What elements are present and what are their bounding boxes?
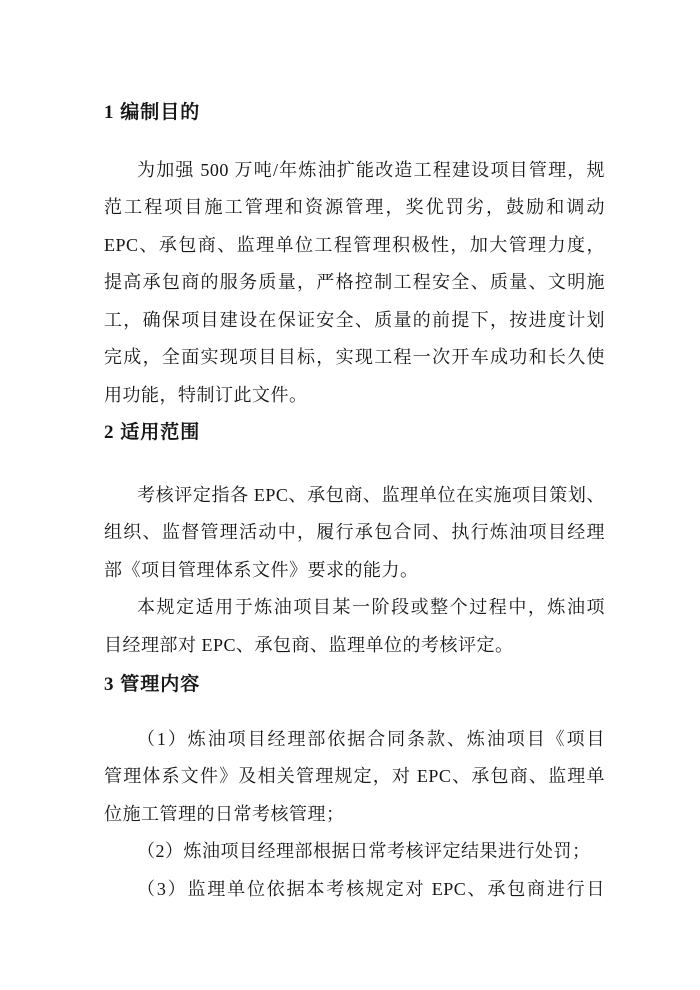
section-2-heading: 2 适用范围 <box>104 422 201 443</box>
section-management-content <box>104 666 605 908</box>
section-1-heading: 1 编制目的 <box>104 102 201 123</box>
document-body <box>104 94 605 908</box>
list-item-line: 位施工管理的日常考核管理； <box>104 803 345 824</box>
paragraph-line: 目经理部对 EPC、承包商、监理单位的考核评定。 <box>104 634 514 655</box>
paragraph-line: 部《项目管理体系文件》要求的能力。 <box>104 559 419 580</box>
paragraph-line: 组织、监督管理活动中，履行承包合同、执行炼油项目经理 <box>104 522 605 542</box>
paragraph-line: 本规定适用于炼油项目某一阶段或整个过程中，炼油项 <box>137 597 605 617</box>
paragraph-line: 范工程项目施工管理和资源管理，奖优罚劣，鼓励和调动 <box>104 197 605 217</box>
list-item-line: （3）监理单位依据本考核规定对 EPC、承包商进行日 <box>137 878 605 899</box>
section-application-scope <box>104 414 605 664</box>
paragraph-line: EPC、承包商、监理单位工程管理积极性，加大管理力度， <box>104 234 605 255</box>
list-item-line: 管理体系文件》及相关管理规定，对 EPC、承包商、监理单 <box>104 766 605 786</box>
paragraph-line: 完成，全面实现项目目标，实现工程一次开车成功和长久使 <box>104 347 605 367</box>
paragraph-line: 工，确保项目建设在保证安全、质量的前提下，按进度计划 <box>104 309 605 330</box>
list-item-line: （1）炼油项目经理部依据合同条款、炼油项目《项目 <box>137 728 605 749</box>
paragraph-line: 考核评定指各 EPC、承包商、监理单位在实施项目策划、 <box>137 484 605 505</box>
list-item-line: （2）炼油项目经理部根据日常考核评定结果进行处罚； <box>137 841 591 861</box>
section-3-heading: 3 管理内容 <box>104 674 201 695</box>
paragraph-line: 为加强 500 万吨/年炼油扩能改造工程建设项目管理，规 <box>137 159 605 180</box>
paragraph-line: 提高承包商的服务质量，严格控制工程安全、质量、文明施 <box>104 272 605 292</box>
section-compilation-purpose <box>104 94 605 414</box>
paragraph-line: 用功能，特制订此文件。 <box>104 384 308 405</box>
